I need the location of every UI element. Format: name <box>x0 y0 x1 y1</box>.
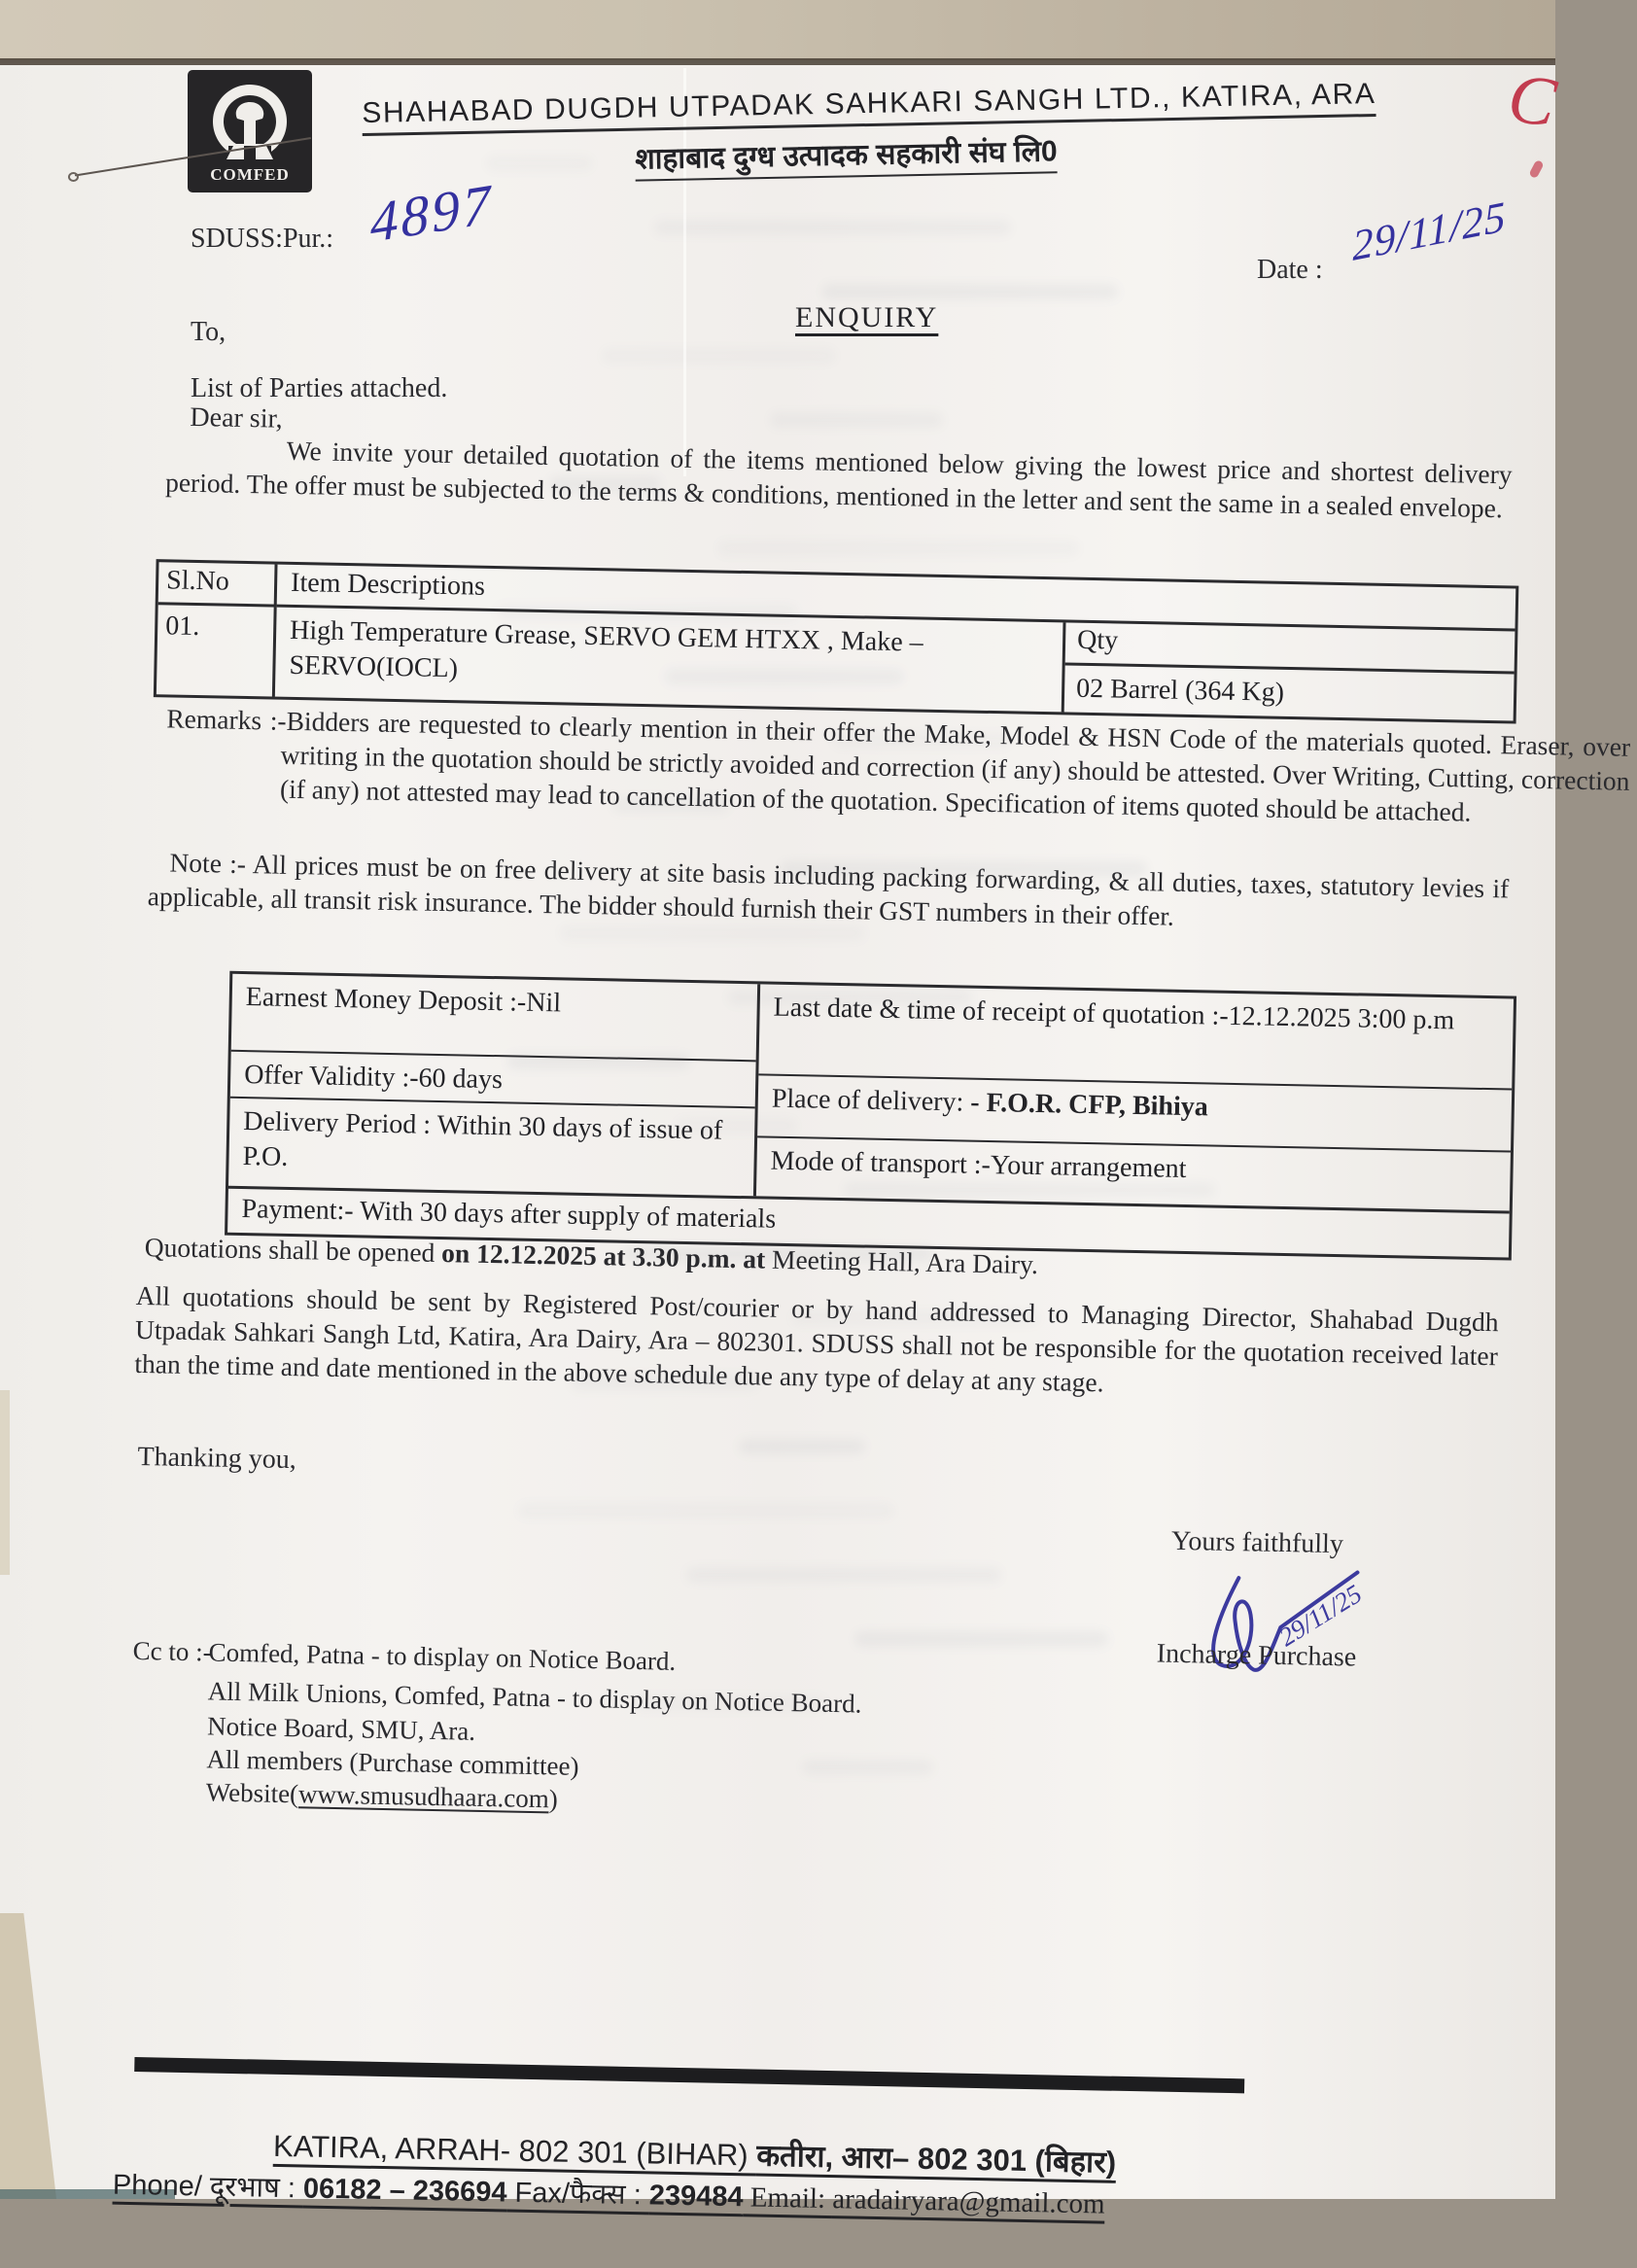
ghost-smudge <box>822 284 1118 299</box>
thanking-line: Thanking you, <box>137 1441 297 1476</box>
transport-cell: Mode of transport :-Your arrangement <box>770 1145 1187 1185</box>
terms-table-left-column <box>228 974 760 1197</box>
last-date-cell: Last date & time of receipt of quotation :-12.12.2025 3:00 p.m <box>758 984 1514 1090</box>
designation-line: Incharge Purchase <box>1156 1638 1357 1673</box>
items-table <box>154 559 1519 723</box>
comfed-logo-icon <box>188 70 312 192</box>
cc-item-website <box>206 1777 559 1814</box>
footer-address-hindi: कतीरा, आरा– 802 301 (बिहार) <box>755 2138 1117 2180</box>
payment-cell: Payment:- With 30 days after supply of materials <box>227 1186 1510 1258</box>
items-table-row-description: High Temperature Grease, SERVO GEM HTXX , Make – SERVO(IOCL) <box>275 608 1066 713</box>
remarks-label: Remarks :- <box>166 703 287 736</box>
items-table-header-description: Item Descriptions <box>277 565 1516 632</box>
to-line: To, <box>191 317 226 347</box>
note-text: All prices must be on free delivery at site basis including packing forwarding, & all duties, taxes, statutory levies if applicable, all transit risk insurance. The bidder should furnish their GST numbers in their offer. <box>147 849 1510 931</box>
ref-number-handwritten: 4897 <box>368 171 495 255</box>
cc-item-2: All Milk Unions, Comfed, Patna - to display on Notice Board. <box>207 1676 862 1719</box>
items-table-header-slno: Sl.No <box>158 562 278 607</box>
terms-table <box>225 971 1516 1261</box>
cc-item-4: All members (Purchase committee) <box>206 1744 579 1781</box>
comfed-logo-text: COMFED <box>210 165 290 184</box>
remarks-text: Bidders are requested to clearly mention in their offer the Make, Model & HSN Code of the materials quoted. Eraser, over writing in the quotation should be strictly avoided and correction (if any) should be attested. Over Writing, Cutting, correction (if any) not attested may lead to cancellation of the quotation. Specification of items quoted should be attached. <box>279 705 1631 827</box>
note-paragraph <box>147 845 1509 939</box>
emd-cell: Earnest Money Deposit :-Nil <box>231 974 757 1063</box>
note-label: Note :- <box>169 847 247 880</box>
ghost-smudge <box>602 348 836 364</box>
website-pre: Website( <box>205 1777 299 1809</box>
terms-table-right-column <box>756 984 1514 1210</box>
scanner-background-strip <box>0 0 1555 60</box>
footer-email-address: aradairyara@gmail.com <box>832 2183 1105 2220</box>
opening-datetime: on 12.12.2025 at 3.30 p.m. at <box>440 1238 766 1274</box>
validity-cell: Offer Validity :-60 days <box>230 1052 756 1109</box>
intro-paragraph: We invite your detailed quotation of the items mentioned below giving the lowest price and shortest delivery period. The offer must be subjected to the terms & conditions, mentioned in the letter and sent the same in a sealed envelope. <box>164 435 1513 524</box>
signature-date: 29/11/25 <box>1273 1579 1367 1653</box>
place-label: Place of delivery: <box>771 1083 964 1118</box>
letter-body <box>0 389 1631 2266</box>
paper-top-edge-shadow <box>0 58 1555 65</box>
opening-pre: Quotations shall be opened <box>144 1232 442 1269</box>
items-table-row-qty: 02 Barrel (364 Kg) <box>1075 673 1285 708</box>
closing-line: Yours faithfully <box>1170 1525 1344 1560</box>
org-name-hindi: शाहाबाद दुग्ध उत्पादक सहकारी संघ लि0 <box>635 129 1058 181</box>
delivery-period-cell: Delivery Period : Within 30 days of issue of P.O. <box>242 1106 723 1172</box>
footer-divider-bar <box>134 2057 1244 2093</box>
dispatch-paragraph: All quotations should be sent by Registered Post/courier or by hand addressed to Managing Director, Shahabad Dugdh Utpadak Sahkari Sangh Ltd, Katira, Ara Dairy, Ara – 802301. SDUSS shall not be responsible for the quotation received later than the time and date mentioned in the above schedule due any type of delay at any stage. <box>134 1279 1499 1398</box>
footer-fax-label: Fax/फैक्स : <box>506 2177 650 2212</box>
website-url: www.smusudhaara.com <box>297 1779 550 1814</box>
footer-phone-label: Phone/ दूरभाष : <box>112 2169 304 2205</box>
cc-item-3: Notice Board, SMU, Ara. <box>206 1711 476 1746</box>
date-label: Date : <box>1257 255 1323 285</box>
to-party: List of Parties attached. <box>191 373 448 403</box>
footer-phone-number: 06182 – 236694 <box>302 2173 507 2209</box>
website-post: ) <box>548 1784 559 1814</box>
date-value-handwritten: 29/11/25 <box>1351 192 1508 270</box>
footer-email-label: Email: <box>743 2181 833 2216</box>
items-table-header-qty: Qty <box>1065 622 1515 674</box>
footer-address-english: KATIRA, ARRAH- 802 301 (BIHAR) <box>272 2128 757 2173</box>
items-table-qty-cell <box>1064 622 1515 720</box>
place-value: - F.O.R. CFP, Bihiya <box>963 1087 1209 1123</box>
red-pen-mark: C <box>1503 58 1561 142</box>
opening-post: Meeting Hall, Ara Dairy. <box>764 1243 1039 1280</box>
comfed-logo <box>188 70 312 197</box>
ref-label: SDUSS:Pur.: <box>191 224 334 254</box>
ghost-smudge <box>654 220 1011 235</box>
footer-fax-number: 239484 <box>648 2180 744 2214</box>
salutation: Dear sir, <box>190 401 284 435</box>
letter-title: ENQUIRY <box>795 301 939 333</box>
cc-item-1: Comfed, Patna - to display on Notice Board. <box>208 1637 677 1676</box>
org-name-english: SHAHABAD DUGDH UTPADAK SAHKARI SANGH LTD., KATIRA, ARA <box>362 78 1376 136</box>
items-table-row-slno: 01. <box>157 605 277 696</box>
cc-label: Cc to :- <box>132 1635 212 1667</box>
pen-scratch-dot <box>68 172 79 182</box>
